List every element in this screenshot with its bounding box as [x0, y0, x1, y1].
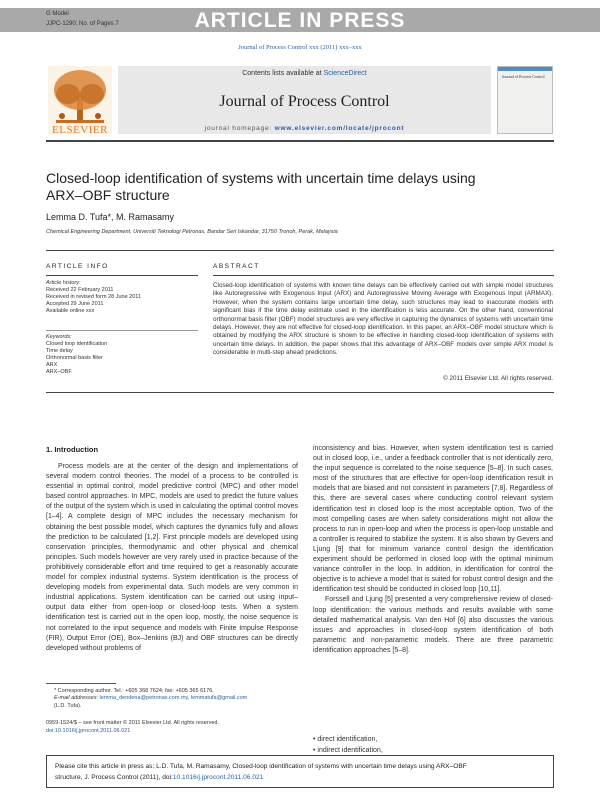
email-label: E-mail addresses:: [54, 695, 100, 702]
journal-title: Journal of Process Control: [219, 93, 390, 110]
publisher-name: ELSEVIER: [52, 124, 108, 136]
keywords-rule: [46, 330, 198, 331]
article-title-line2: ARX–OBF structure: [46, 187, 170, 203]
corresponding-line: * Corresponding author. Tel.: +605 368 7624; fax: +605 365 6176.: [54, 688, 214, 694]
keywords: [46, 334, 201, 376]
citation-line1: Please cite this article in press as: L.D. Tufa, M. Ramasamy, Closed-loop identification of systems with uncertain time delays using ARX–OBF: [55, 763, 467, 770]
journal-homepage: [118, 125, 491, 132]
journal-reference[interactable]: Journal of Process Control xxx (2011) xxx–xxx: [238, 44, 362, 51]
citation-doi-link[interactable]: 10.1016/j.jprocont.2011.06.021: [172, 774, 264, 781]
article-info-rule: [46, 275, 198, 276]
initials-line: (L.D. Tufa).: [54, 702, 82, 709]
page-info: JJPC-1290; No. of Pages 7: [46, 21, 119, 27]
article-history: [46, 280, 201, 315]
banner-title: ARTICLE IN PRESS: [194, 9, 406, 32]
copyright-notice: © 2011 Elsevier Ltd. All rights reserved.: [443, 375, 553, 382]
contents-prefix: Contents lists available at: [242, 70, 324, 77]
keywords-label: Keywords:: [46, 334, 72, 340]
issn-line: 0959-1524/$ – see front matter © 2011 Elsevier Ltd. All rights reserved.: [46, 720, 220, 726]
article-title-line1: Closed-loop identification of systems with uncertain time delays using: [46, 170, 476, 186]
sciencedirect-link[interactable]: ScienceDirect: [323, 70, 367, 77]
masthead-rule: [46, 140, 554, 142]
intro-column-right: [313, 444, 553, 718]
cover-stripe: [498, 67, 552, 71]
article-in-press-banner: [0, 8, 600, 32]
cover-title: Journal of Process Control: [502, 74, 545, 79]
history-item: Accepted 29 June 2011: [46, 301, 104, 307]
email-links[interactable]: lemma_dendena@petronas.com.my, lemmatufa@gmail.com: [99, 695, 248, 702]
intro-column-left: [46, 462, 298, 690]
citation-line2-prefix: structure, J. Process Control (2011), doi:: [55, 774, 173, 781]
keyword: Closed loop identification: [46, 341, 108, 347]
citation-text: [55, 761, 545, 783]
article-title: [46, 170, 546, 204]
keyword: ARX: [46, 362, 58, 368]
citation-box: [46, 755, 554, 788]
article-info-heading: ARTICLE INFO: [46, 263, 109, 270]
corresponding-author-footnote: [54, 688, 299, 710]
history-item: Received in revised form 28 June 2011: [46, 294, 141, 300]
affiliation: Chemical Engineering Department, Universiti Teknologi Petronas, Bandar Seri Iskandar, 31750 Tronoh, Perak, Malaysia: [46, 229, 338, 235]
intro-paragraph: inconsistency and bias. However, when system identification test is carried out in closed loop, i.e., under a feedback controller that is not identically zero, the input sequence is correlated to the noise sequence [5–8]. In such cases, most of the structures that are effective for open-loop identification result in models that are biased and not consistent in parameters [7,8]. Regardless of this, there are several cases where conducting control relevant system identification test in closed loop is the most acceptable option. Two of the most compelling cases are when safety considerations might not allow the process to run in open-loop and when the process is open-loop unstable and a controller is required to stabilize the system. It is also shown by Gevers and Ljung [9] that for minimum variance control design the identification experiment should be performed in closed loop with the optimal minimum variance controller in the loop. In addition, in identification for control the objective is to achieve a model that is suited for robust control design and the identification test should be conducted in closed loop [10,11].: [313, 445, 553, 594]
doi-link[interactable]: doi:10.1016/j.jprocont.2011.06.021: [46, 727, 131, 734]
email-line: [54, 695, 299, 702]
history-label: Article history:: [46, 280, 81, 286]
keyword: Orthonormal basis filter: [46, 355, 103, 361]
issn-block: [46, 720, 296, 735]
section-heading-introduction: 1. Introduction: [46, 445, 99, 454]
footnote-rule: [46, 683, 116, 684]
gmodel-label: G Model: [46, 11, 69, 17]
citation-line2: [55, 772, 545, 783]
homepage-link[interactable]: www.elsevier.com/locate/jprocont: [274, 125, 405, 132]
journal-cover-thumbnail: [497, 66, 553, 134]
homepage-label: journal homepage:: [204, 125, 275, 132]
list-item: • direct identification,: [313, 736, 378, 743]
history-item: Received 22 February 2011: [46, 287, 114, 293]
intro-paragraph: Forssell and Ljung [5] presented a very comprehensive review of closed-loop identification: the various methods and results available with some detailed mathematical analysis. Van den Hof [6] also discusses the various issues and approaches in closed-loop system identification of both parametric and non-parametric models. There are three parametric identification approaches [5–8].: [313, 596, 553, 654]
intro-paragraph: Process models are at the center of the design and implementations of several modern control theories. The model of a process to be controlled is essential in optimal control, model predictive control (MPC) and other model based control approaches. In MPC, models are used to predict the future values of the output of the system which is used in calculating the optimal control moves [1–4]. A complete design of MPC includes the necessary mechanism for obtaining the best possible model, which captures the dynamics fully and allows the prediction to be calculated [1,2]. First principle models are developed using conservation principles, thermodynamic and other physical and chemical principles. Such models however are very rarely used in practice because of the prohibitively considerable effort and time required to get a reasonably accurate model for complex industrial systems. System identification is the process of developing models from experimental data. Such models are very common in industrial applications. System identification can be carried out using input–output data either from open-loop or closed-loop tests. When a system identification test is carried out in the open loop, mostly, the noise sequence is not correlated to the input sequence and models with Finite Impulse Response (FIR), Output Error (OE), Box–Jenkins (BJ) and OBF structures can be directly developed without problems of: [46, 463, 298, 652]
contents-line: [118, 70, 491, 77]
abstract-heading: ABSTRACT: [213, 263, 260, 270]
abstract-rule: [213, 275, 554, 276]
author-list: Lemma D. Tufa*, M. Ramasamy: [46, 212, 175, 222]
keyword: ARX–OBF: [46, 369, 72, 375]
history-item: Available online xxx: [46, 308, 95, 314]
abstract-text: Closed-loop identification of systems with known time delays can be effectively carried out with simple model structures like Autoregressive with Exogenous Input (ARX) and Autoregressive Moving Average with Exogenous Input (ARMAX). However, when the system contains large uncertain time delay, such structures may lead to inaccurate models with significant bias if the time delay estimate used in the identification is less accurate. On the other hand, conventional orthonormal basis filter (OBF) model structures are very effective in capturing the dynamics of systems with uncertain time delays. However, they are not effective for closed-loop identification. In this paper, an ARX–OBF model structure which is obtained by modifying the ARX structure is shown to be effective in handling closed-loop identification of systems with uncertain time delays. In addition, the paper shows that this advantage of ARX–OBF models over simple ARX model is considerable in multi-step ahead predictions.: [213, 282, 553, 357]
list-item: • indirect identification,: [313, 746, 383, 754]
title-rule: [46, 250, 554, 251]
abstract-bottom-rule: [46, 392, 554, 393]
keyword: Time delay: [46, 348, 73, 354]
